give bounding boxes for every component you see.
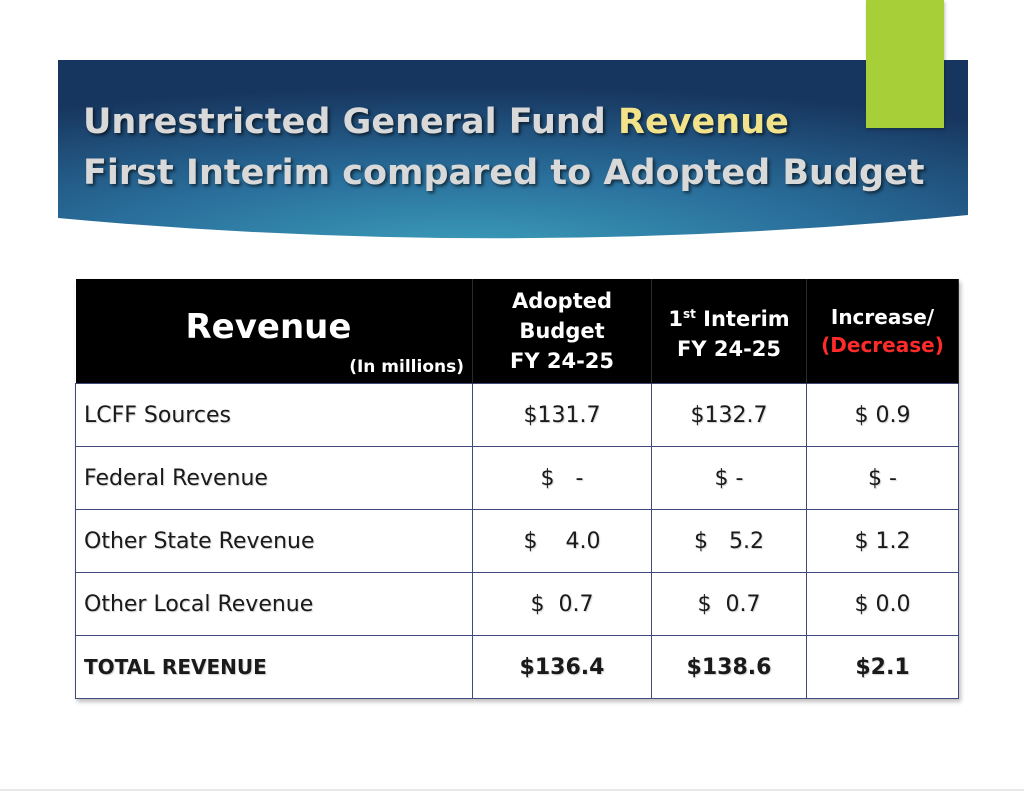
change-value: $ - [807, 447, 959, 510]
header-adopted-cell [473, 279, 652, 384]
page-title-line-2: First Interim compared to Adopted Budget [83, 153, 925, 193]
interim-value: $ - [652, 447, 807, 510]
title-banner [58, 60, 968, 250]
row-label: Federal Revenue [76, 447, 473, 510]
table-row [76, 510, 959, 573]
header-interim-line-2: FY 24-25 [676, 336, 782, 361]
change-value: $ 0.0 [807, 573, 959, 636]
row-label: LCFF Sources [76, 384, 473, 447]
total-adopted-value: $136.4 [473, 636, 652, 699]
header-adopted-line-2: Budget [519, 319, 605, 343]
header-units-label: (In millions) [349, 357, 464, 377]
header-interim-rest: Interim [695, 306, 790, 331]
adopted-value: $ 4.0 [473, 510, 652, 573]
adopted-value: $ - [473, 447, 652, 510]
interim-value: $ 5.2 [652, 510, 807, 573]
table-row [76, 384, 959, 447]
green-accent-tab [866, 0, 944, 128]
revenue-table [75, 279, 959, 699]
header-interim-cell [652, 279, 807, 384]
header-interim-sup: st [682, 306, 696, 321]
header-change-line-2: (Decrease) [821, 333, 944, 357]
change-value: $ 1.2 [807, 510, 959, 573]
title-main-text: Unrestricted General Fund [83, 102, 619, 142]
header-adopted-line-1: Adopted [511, 289, 613, 313]
interim-value: $132.7 [652, 384, 807, 447]
header-revenue-cell [76, 279, 473, 384]
total-interim-value: $138.6 [652, 636, 807, 699]
row-label: Other State Revenue [76, 510, 473, 573]
header-adopted-line-3: FY 24-25 [509, 349, 615, 373]
header-change-line-1: Increase/ [830, 305, 935, 329]
interim-value: $ 0.7 [652, 573, 807, 636]
title-accent-text: Revenue [618, 102, 789, 142]
header-interim-num: 1 [668, 306, 683, 331]
table-row [76, 447, 959, 510]
adopted-value: $ 0.7 [473, 573, 652, 636]
header-revenue-label: Revenue [185, 307, 352, 347]
header-interim-line-1 [652, 299, 806, 334]
total-label: TOTAL REVENUE [76, 636, 473, 699]
row-label: Other Local Revenue [76, 573, 473, 636]
table-row [76, 573, 959, 636]
total-change-value: $2.1 [807, 636, 959, 699]
adopted-value: $131.7 [473, 384, 652, 447]
page-title-line-1 [83, 102, 789, 142]
total-row [76, 636, 959, 699]
header-change-cell [807, 279, 959, 384]
table-header-row [76, 279, 959, 384]
change-value: $ 0.9 [807, 384, 959, 447]
